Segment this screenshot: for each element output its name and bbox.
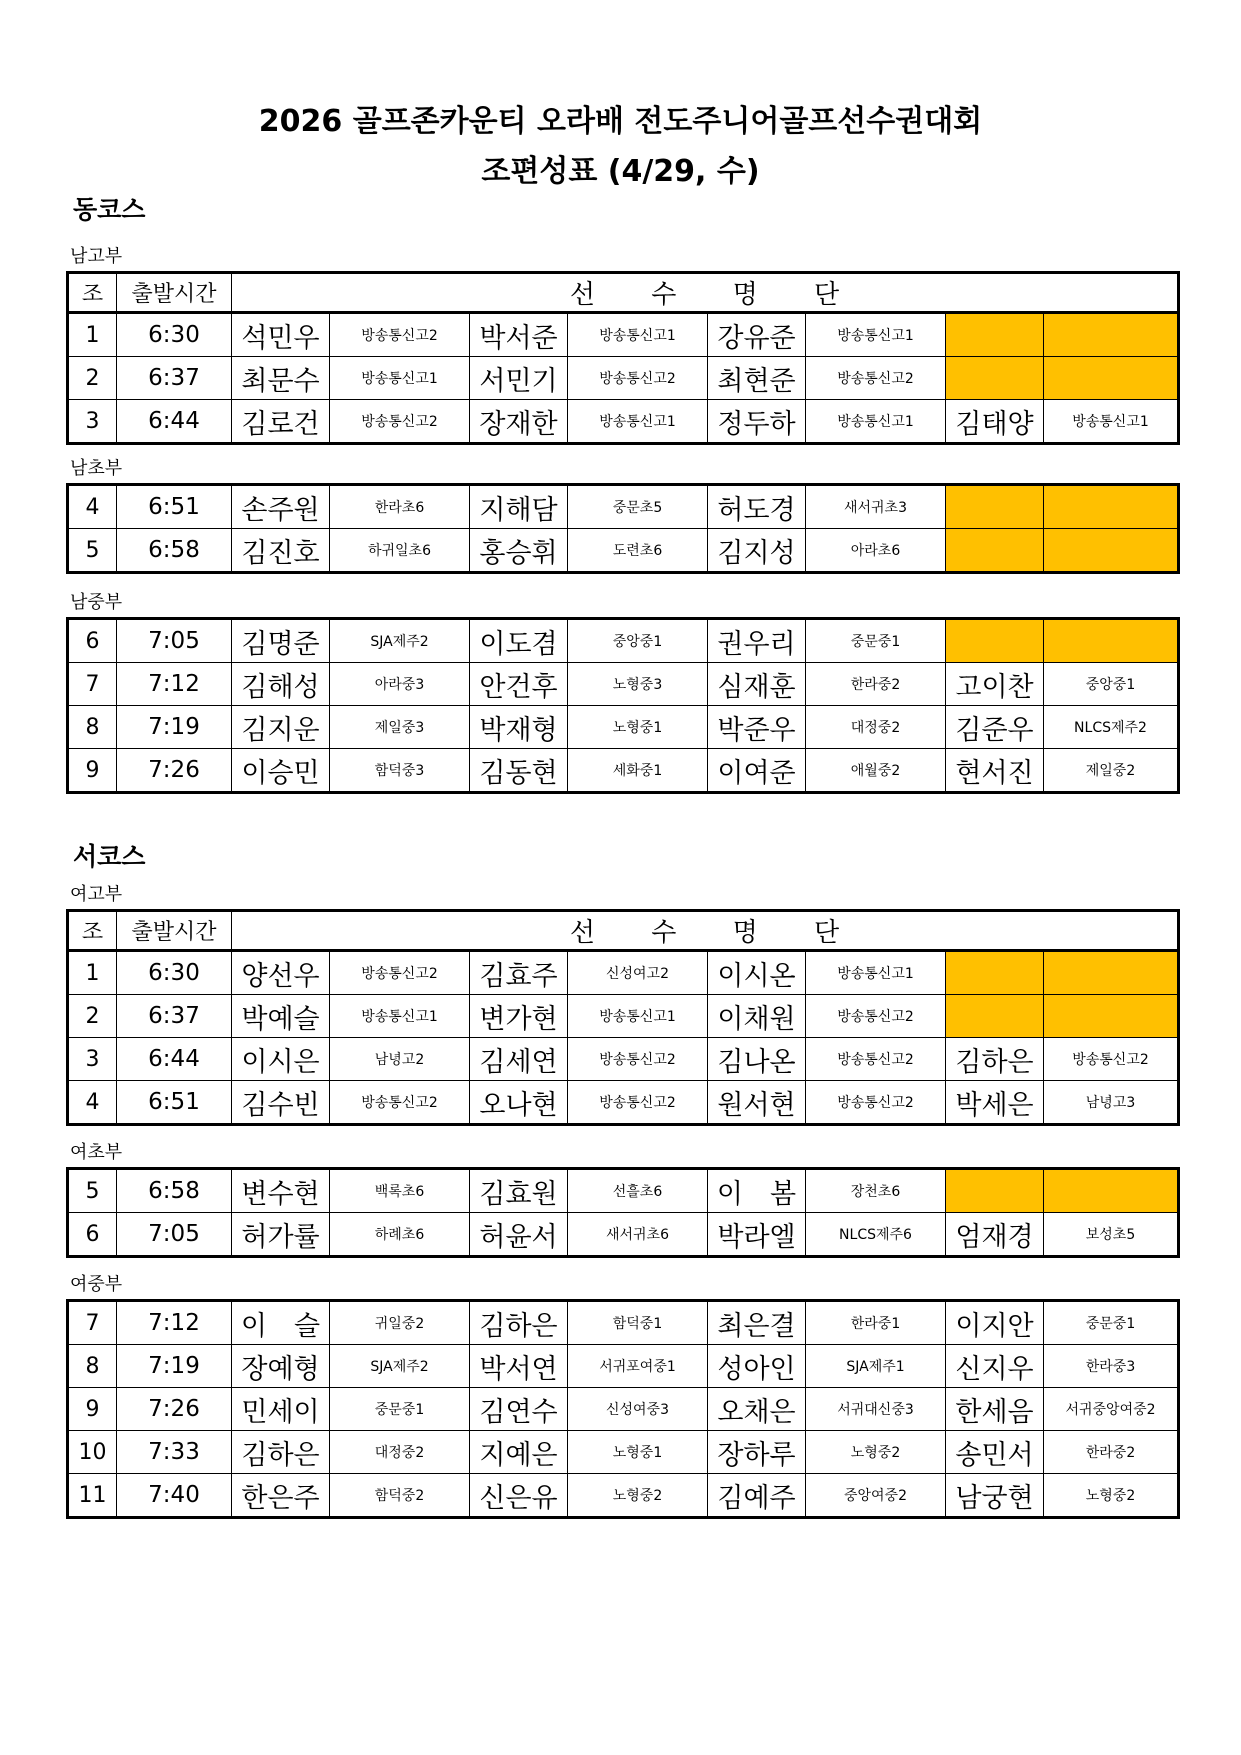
- group-number: 6: [68, 619, 117, 663]
- player-name: 변수현: [232, 1169, 330, 1213]
- player-name: 신지우: [946, 1345, 1044, 1388]
- table-row: [68, 663, 1179, 706]
- table-row: [68, 1388, 1179, 1431]
- header-group: 조: [68, 911, 117, 951]
- player-school: 남녕고3: [1044, 1081, 1179, 1125]
- empty-slot: [1044, 1169, 1179, 1213]
- group-number: 8: [68, 1345, 117, 1388]
- player-name: 김수빈: [232, 1081, 330, 1125]
- group-number: 6: [68, 1213, 117, 1257]
- player-school: 한라중3: [1044, 1345, 1179, 1388]
- player-school: 방송통신고2: [806, 357, 946, 400]
- tee-time: 7:40: [117, 1474, 232, 1518]
- player-school: 서귀대신중3: [806, 1388, 946, 1431]
- player-name: 박세은: [946, 1081, 1044, 1125]
- player-school: 중문중1: [806, 619, 946, 663]
- player-name: 김예주: [708, 1474, 806, 1518]
- table-row: [68, 619, 1179, 663]
- group-number: 5: [68, 1169, 117, 1213]
- player-name: 송민서: [946, 1431, 1044, 1474]
- player-school: 중문중1: [1044, 1301, 1179, 1345]
- player-school: 세화중1: [568, 749, 708, 793]
- tee-time: 6:58: [117, 529, 232, 573]
- player-school: 방송통신고2: [568, 1081, 708, 1125]
- player-name: 김지성: [708, 529, 806, 573]
- player-school: 함덕중3: [330, 749, 470, 793]
- division-label: 남고부: [70, 246, 123, 267]
- player-name: 박예슬: [232, 995, 330, 1038]
- player-school: 남녕고2: [330, 1038, 470, 1081]
- table-row: [68, 749, 1179, 793]
- player-name: 최현준: [708, 357, 806, 400]
- player-name: 석민우: [232, 313, 330, 357]
- pairing-table: [66, 909, 1180, 1126]
- player-name: 고이찬: [946, 663, 1044, 706]
- player-school: NLCS제주2: [1044, 706, 1179, 749]
- player-name: 김하은: [232, 1431, 330, 1474]
- player-school: 노형중2: [568, 1474, 708, 1518]
- player-school: 방송통신고2: [806, 995, 946, 1038]
- player-name: 심재훈: [708, 663, 806, 706]
- empty-slot: [946, 357, 1044, 400]
- player-school: 방송통신고1: [568, 313, 708, 357]
- table-row: [68, 313, 1179, 357]
- pairing-table: [66, 1167, 1180, 1258]
- empty-slot: [946, 313, 1044, 357]
- player-name: 현서진: [946, 749, 1044, 793]
- table-row: [68, 1431, 1179, 1474]
- tee-time: 7:19: [117, 706, 232, 749]
- player-name: 이채원: [708, 995, 806, 1038]
- player-name: 한은주: [232, 1474, 330, 1518]
- player-school: 제일중2: [1044, 749, 1179, 793]
- player-name: 이시은: [232, 1038, 330, 1081]
- table-row: [68, 1301, 1179, 1345]
- player-name: 이지안: [946, 1301, 1044, 1345]
- player-name: 허가률: [232, 1213, 330, 1257]
- group-number: 9: [68, 1388, 117, 1431]
- player-school: 보성초5: [1044, 1213, 1179, 1257]
- player-name: 이 슬: [232, 1301, 330, 1345]
- player-name: 김로건: [232, 400, 330, 444]
- player-name: 김지운: [232, 706, 330, 749]
- player-name: 지해담: [470, 485, 568, 529]
- player-school: 방송통신고2: [568, 357, 708, 400]
- tee-time: 7:26: [117, 749, 232, 793]
- player-school: 서귀중앙여중2: [1044, 1388, 1179, 1431]
- division-label: 여중부: [70, 1274, 123, 1295]
- player-school: 방송통신고2: [330, 400, 470, 444]
- player-name: 엄재경: [946, 1213, 1044, 1257]
- player-school: 백록초6: [330, 1169, 470, 1213]
- table-row: [68, 1081, 1179, 1125]
- player-name: 박라엘: [708, 1213, 806, 1257]
- tee-time: 6:37: [117, 357, 232, 400]
- player-school: 방송통신고2: [806, 1038, 946, 1081]
- player-name: 원서현: [708, 1081, 806, 1125]
- player-school: 노형중2: [806, 1431, 946, 1474]
- player-school: 한라초6: [330, 485, 470, 529]
- player-name: 박준우: [708, 706, 806, 749]
- player-name: 박재형: [470, 706, 568, 749]
- table-row: [68, 1169, 1179, 1213]
- table-row: [68, 1038, 1179, 1081]
- pairing-table: [66, 617, 1180, 794]
- header-row: [68, 273, 1179, 313]
- group-number: 9: [68, 749, 117, 793]
- course-heading: 서코스: [73, 842, 146, 871]
- player-school: 대정중2: [330, 1431, 470, 1474]
- tee-time: 7:33: [117, 1431, 232, 1474]
- player-name: 김하은: [470, 1301, 568, 1345]
- player-school: 노형중1: [568, 706, 708, 749]
- group-number: 2: [68, 357, 117, 400]
- player-school: 새서귀초3: [806, 485, 946, 529]
- player-school: 방송통신고1: [1044, 400, 1179, 444]
- player-name: 이승민: [232, 749, 330, 793]
- player-name: 김동현: [470, 749, 568, 793]
- player-name: 김세연: [470, 1038, 568, 1081]
- table-row: [68, 1213, 1179, 1257]
- player-school: 방송통신고2: [1044, 1038, 1179, 1081]
- group-number: 10: [68, 1431, 117, 1474]
- group-number: 1: [68, 313, 117, 357]
- table-row: [68, 995, 1179, 1038]
- player-name: 오나현: [470, 1081, 568, 1125]
- player-name: 정두하: [708, 400, 806, 444]
- player-name: 장예형: [232, 1345, 330, 1388]
- player-name: 김효원: [470, 1169, 568, 1213]
- division-label: 여초부: [70, 1142, 123, 1163]
- pairing-table: [66, 483, 1180, 574]
- player-name: 손주원: [232, 485, 330, 529]
- player-name: 허도경: [708, 485, 806, 529]
- player-school: 신성여중3: [568, 1388, 708, 1431]
- tee-time: 6:30: [117, 951, 232, 995]
- player-name: 김효주: [470, 951, 568, 995]
- tee-time: 7:05: [117, 1213, 232, 1257]
- header-roster: 선 수 명 단: [232, 911, 1179, 951]
- player-name: 지예은: [470, 1431, 568, 1474]
- empty-slot: [1044, 485, 1179, 529]
- player-school: 방송통신고2: [568, 1038, 708, 1081]
- group-number: 7: [68, 1301, 117, 1345]
- player-name: 최은결: [708, 1301, 806, 1345]
- tee-time: 6:44: [117, 1038, 232, 1081]
- player-school: 방송통신고1: [330, 995, 470, 1038]
- player-name: 김진호: [232, 529, 330, 573]
- empty-slot: [946, 995, 1044, 1038]
- group-number: 11: [68, 1474, 117, 1518]
- player-school: 방송통신고2: [330, 313, 470, 357]
- player-school: 노형중1: [568, 1431, 708, 1474]
- player-name: 양선우: [232, 951, 330, 995]
- player-school: 하귀일초6: [330, 529, 470, 573]
- empty-slot: [1044, 951, 1179, 995]
- player-name: 강유준: [708, 313, 806, 357]
- player-school: 도련초6: [568, 529, 708, 573]
- player-school: 신성여고2: [568, 951, 708, 995]
- tee-time: 6:30: [117, 313, 232, 357]
- empty-slot: [946, 951, 1044, 995]
- player-name: 이도겸: [470, 619, 568, 663]
- pairing-table: [66, 271, 1180, 445]
- player-name: 김연수: [470, 1388, 568, 1431]
- group-number: 8: [68, 706, 117, 749]
- group-number: 3: [68, 1038, 117, 1081]
- player-name: 이여준: [708, 749, 806, 793]
- division-label: 여고부: [70, 884, 123, 905]
- player-name: 허윤서: [470, 1213, 568, 1257]
- empty-slot: [946, 529, 1044, 573]
- empty-slot: [1044, 313, 1179, 357]
- player-school: 중문중1: [330, 1388, 470, 1431]
- player-school: 아라초6: [806, 529, 946, 573]
- player-name: 최문수: [232, 357, 330, 400]
- player-school: 방송통신고1: [806, 313, 946, 357]
- player-name: 남궁현: [946, 1474, 1044, 1518]
- player-name: 오채은: [708, 1388, 806, 1431]
- player-name: 한세음: [946, 1388, 1044, 1431]
- player-school: 방송통신고1: [806, 400, 946, 444]
- player-school: 귀일중2: [330, 1301, 470, 1345]
- player-school: 하례초6: [330, 1213, 470, 1257]
- player-school: 새서귀초6: [568, 1213, 708, 1257]
- player-name: 김준우: [946, 706, 1044, 749]
- player-name: 권우리: [708, 619, 806, 663]
- empty-slot: [946, 485, 1044, 529]
- table-row: [68, 529, 1179, 573]
- player-school: 한라중1: [806, 1301, 946, 1345]
- player-name: 장하루: [708, 1431, 806, 1474]
- empty-slot: [946, 1169, 1044, 1213]
- table-row: [68, 1345, 1179, 1388]
- empty-slot: [1044, 529, 1179, 573]
- player-school: 방송통신고1: [330, 357, 470, 400]
- empty-slot: [1044, 995, 1179, 1038]
- player-name: 김명준: [232, 619, 330, 663]
- player-school: 방송통신고2: [330, 1081, 470, 1125]
- player-name: 신은유: [470, 1474, 568, 1518]
- tee-time: 7:19: [117, 1345, 232, 1388]
- player-school: 중문초5: [568, 485, 708, 529]
- group-number: 1: [68, 951, 117, 995]
- player-name: 변가현: [470, 995, 568, 1038]
- tee-time: 7:26: [117, 1388, 232, 1431]
- group-number: 5: [68, 529, 117, 573]
- player-school: 방송통신고2: [330, 951, 470, 995]
- player-school: 대정중2: [806, 706, 946, 749]
- player-name: 서민기: [470, 357, 568, 400]
- header-start-time: 출발시간: [117, 273, 232, 313]
- group-number: 3: [68, 400, 117, 444]
- player-school: 서귀포여중1: [568, 1345, 708, 1388]
- division-label: 남초부: [70, 458, 123, 479]
- player-name: 김해성: [232, 663, 330, 706]
- player-school: NLCS제주6: [806, 1213, 946, 1257]
- player-school: SJA제주1: [806, 1345, 946, 1388]
- player-school: 한라중2: [806, 663, 946, 706]
- player-school: SJA제주2: [330, 1345, 470, 1388]
- empty-slot: [1044, 357, 1179, 400]
- player-name: 박서연: [470, 1345, 568, 1388]
- player-school: 제일중3: [330, 706, 470, 749]
- player-school: 한라중2: [1044, 1431, 1179, 1474]
- table-row: [68, 357, 1179, 400]
- tee-time: 6:51: [117, 485, 232, 529]
- player-school: 중앙중1: [1044, 663, 1179, 706]
- header-group: 조: [68, 273, 117, 313]
- player-school: 중앙중1: [568, 619, 708, 663]
- header-roster: 선 수 명 단: [232, 273, 1179, 313]
- table-row: [68, 1474, 1179, 1518]
- tee-time: 6:44: [117, 400, 232, 444]
- group-number: 7: [68, 663, 117, 706]
- document-subtitle: 조편성표 (4/29, 수): [481, 154, 760, 189]
- pairing-table: [66, 1299, 1180, 1519]
- document-title: 2026 골프존카운티 오라배 전도주니어골프선수권대회: [258, 104, 983, 139]
- player-name: 이 봄: [708, 1169, 806, 1213]
- player-school: 함덕중2: [330, 1474, 470, 1518]
- player-name: 이시온: [708, 951, 806, 995]
- tee-time: 6:37: [117, 995, 232, 1038]
- player-school: 방송통신고1: [568, 995, 708, 1038]
- player-name: 홍승휘: [470, 529, 568, 573]
- group-number: 4: [68, 485, 117, 529]
- player-name: 김하은: [946, 1038, 1044, 1081]
- player-name: 김나온: [708, 1038, 806, 1081]
- player-school: SJA제주2: [330, 619, 470, 663]
- empty-slot: [946, 619, 1044, 663]
- table-row: [68, 485, 1179, 529]
- player-school: 애월중2: [806, 749, 946, 793]
- player-name: 성아인: [708, 1345, 806, 1388]
- player-school: 아라중3: [330, 663, 470, 706]
- player-name: 안건후: [470, 663, 568, 706]
- player-school: 중앙여중2: [806, 1474, 946, 1518]
- tee-time: 6:58: [117, 1169, 232, 1213]
- player-school: 방송통신고1: [568, 400, 708, 444]
- player-name: 장재한: [470, 400, 568, 444]
- player-school: 선흘초6: [568, 1169, 708, 1213]
- division-label: 남중부: [70, 592, 123, 613]
- group-number: 2: [68, 995, 117, 1038]
- player-school: 방송통신고1: [806, 951, 946, 995]
- player-name: 민세이: [232, 1388, 330, 1431]
- player-name: 김태양: [946, 400, 1044, 444]
- header-row: [68, 911, 1179, 951]
- header-start-time: 출발시간: [117, 911, 232, 951]
- empty-slot: [1044, 619, 1179, 663]
- tee-time: 6:51: [117, 1081, 232, 1125]
- table-row: [68, 951, 1179, 995]
- table-row: [68, 400, 1179, 444]
- player-school: 방송통신고2: [806, 1081, 946, 1125]
- table-row: [68, 706, 1179, 749]
- player-name: 박서준: [470, 313, 568, 357]
- tee-time: 7:12: [117, 663, 232, 706]
- player-school: 노형중2: [1044, 1474, 1179, 1518]
- tee-time: 7:05: [117, 619, 232, 663]
- course-heading: 동코스: [73, 195, 146, 224]
- tee-time: 7:12: [117, 1301, 232, 1345]
- player-school: 함덕중1: [568, 1301, 708, 1345]
- player-school: 장천초6: [806, 1169, 946, 1213]
- group-number: 4: [68, 1081, 117, 1125]
- player-school: 노형중3: [568, 663, 708, 706]
